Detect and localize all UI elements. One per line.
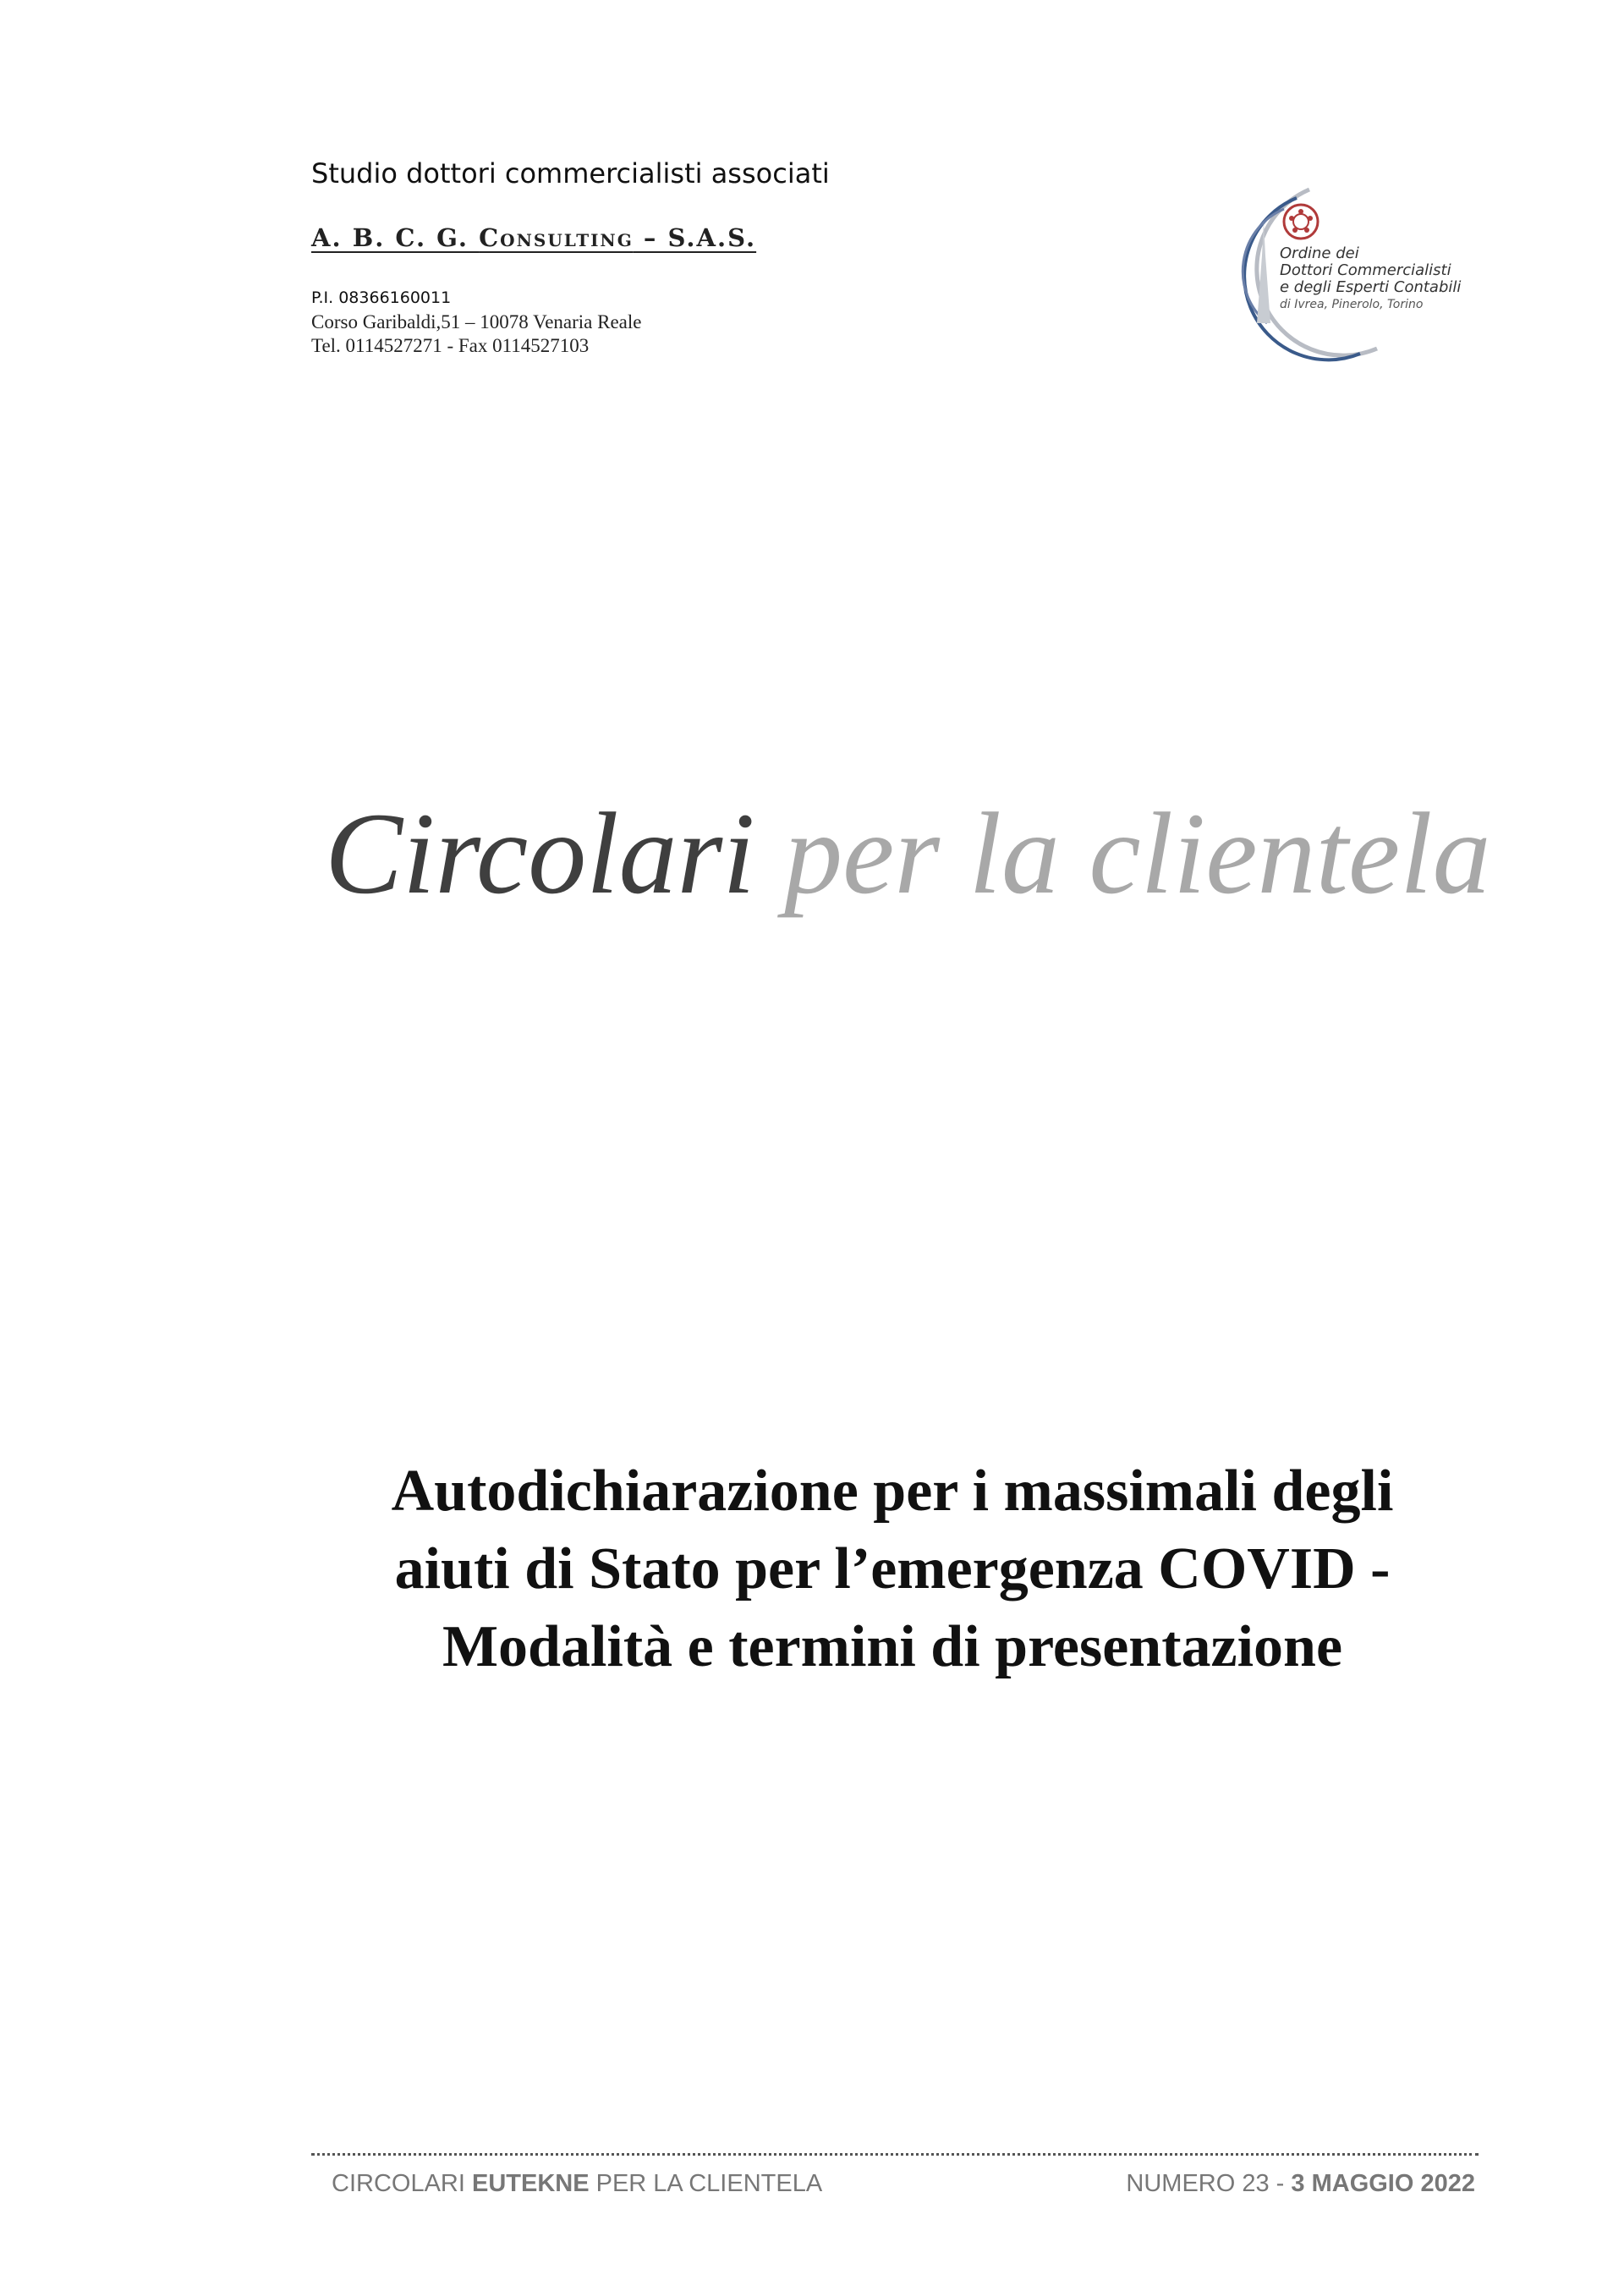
seal-inner-icon bbox=[1293, 214, 1309, 229]
title-line-2: aiuti di Stato per l’emergenza COVID - bbox=[394, 1536, 1391, 1602]
phone-fax: Tel. 0114527271 - Fax 0114527103 bbox=[311, 335, 590, 356]
logo-line-3: e degli Esperti Contabili bbox=[1280, 278, 1462, 296]
document-title bbox=[279, 1453, 1506, 1686]
firm-name-suffix: – S.A.S. bbox=[633, 223, 757, 252]
series-title-word1: Circolari bbox=[325, 788, 755, 918]
footer-left-part2: PER LA CLIENTELA bbox=[589, 2170, 823, 2197]
firm-name-prefix: A. B. C. G. bbox=[311, 223, 480, 252]
logo-line-4: di Ivrea, Pinerolo, Torino bbox=[1280, 298, 1424, 311]
footer-left-part1: CIRCOLARI bbox=[332, 2170, 472, 2197]
vat-number: P.I. 08366160011 bbox=[311, 288, 452, 307]
footer-left-bold: EUTEKNE bbox=[471, 2170, 590, 2197]
studio-line: Studio dottori commercialisti associati bbox=[311, 157, 830, 190]
logo-text bbox=[1280, 245, 1461, 313]
footer-issue-number: NUMERO 23 - bbox=[1126, 2170, 1292, 2197]
address: Corso Garibaldi,51 – 10078 Venaria Reale bbox=[311, 311, 642, 332]
firm-name-consulting: Consulting bbox=[479, 223, 634, 252]
footer-issue bbox=[1126, 2170, 1475, 2198]
footer-dotted-rule bbox=[311, 2153, 1479, 2156]
title-line-3: Modalità e termini di presentazione bbox=[442, 1614, 1343, 1679]
firm-name bbox=[311, 223, 756, 252]
footer-series bbox=[332, 2170, 822, 2198]
series-title-word2: per la clientela bbox=[784, 788, 1491, 918]
title-line-1: Autodichiarazione per i massimali degli bbox=[391, 1459, 1394, 1524]
logo-line-2: Dottori Commercialisti bbox=[1280, 261, 1451, 279]
logo-line-1: Ordine dei bbox=[1280, 244, 1359, 262]
series-title bbox=[325, 788, 1491, 918]
footer-issue-date: 3 MAGGIO 2022 bbox=[1291, 2170, 1475, 2197]
